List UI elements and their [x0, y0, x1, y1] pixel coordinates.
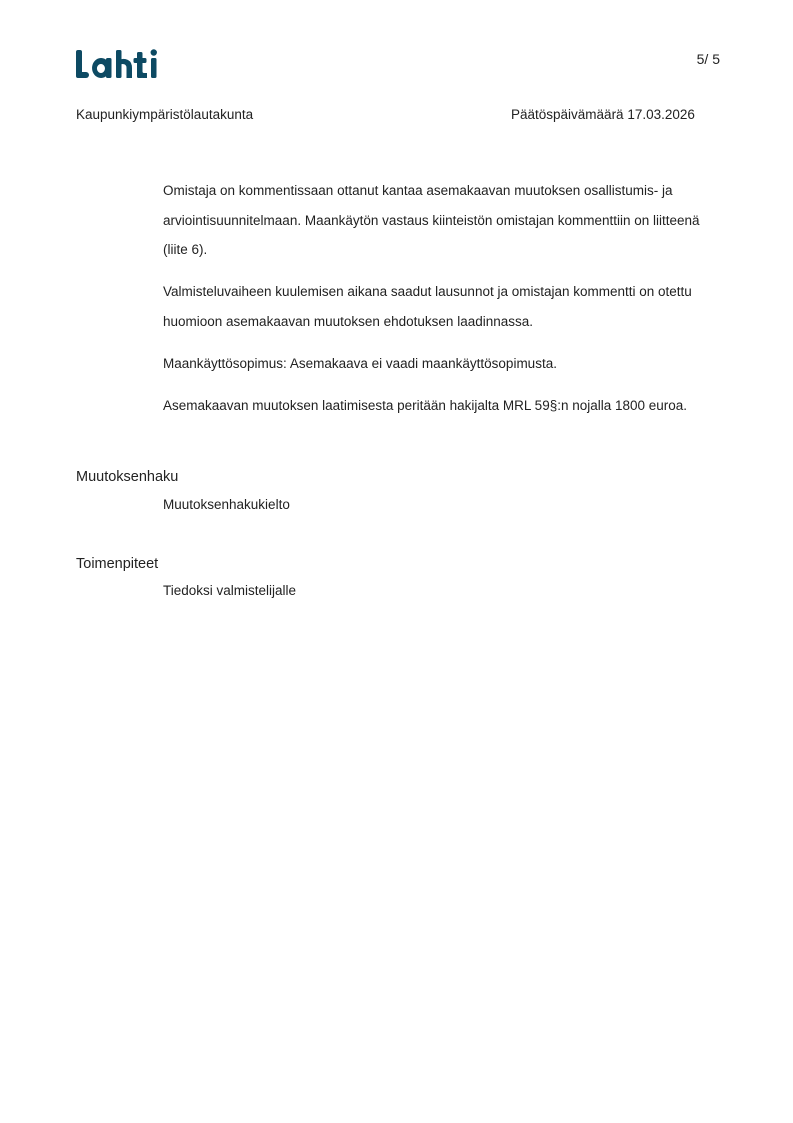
paragraph-land-use-agreement: Maankäyttösopimus: Asemakaava ei vaadi maankäyttösopimusta.: [163, 356, 557, 371]
organization-name: Kaupunkiympäristölautakunta: [76, 107, 254, 122]
paragraph-consultation: Valmisteluvaiheen kuulemisen aikana saadut lausunnot ja omistajan kommentti on otettu huomioon asemakaavan muutoksen ehdotuksen laadinnassa.: [163, 284, 692, 329]
paragraph-owner-comment: Omistaja on kommentissaan ottanut kantaa asemakaavan muutoksen osallistumis- ja arviointisuunnitelmaan. Maankäytön vastaus kiinteistön omistajan kommenttiin on liitteenä (liite 6).: [163, 183, 700, 257]
paragraph-fee: Asemakaavan muutoksen laatimisesta peritään hakijalta MRL 59§:n nojalla 1800 euroa.: [163, 398, 688, 413]
decision-date: Päätöspäivämäärä 17.03.2026: [511, 107, 695, 122]
lahti-logo: [75, 44, 167, 84]
appeal-heading: Muutoksenhaku: [76, 469, 179, 485]
measures-heading: Toimenpiteet: [76, 556, 159, 572]
measures-value: Tiedoksi valmistelijalle: [163, 583, 297, 598]
page-number: 5/ 5: [696, 51, 720, 67]
appeal-value: Muutoksenhakukielto: [163, 497, 290, 512]
